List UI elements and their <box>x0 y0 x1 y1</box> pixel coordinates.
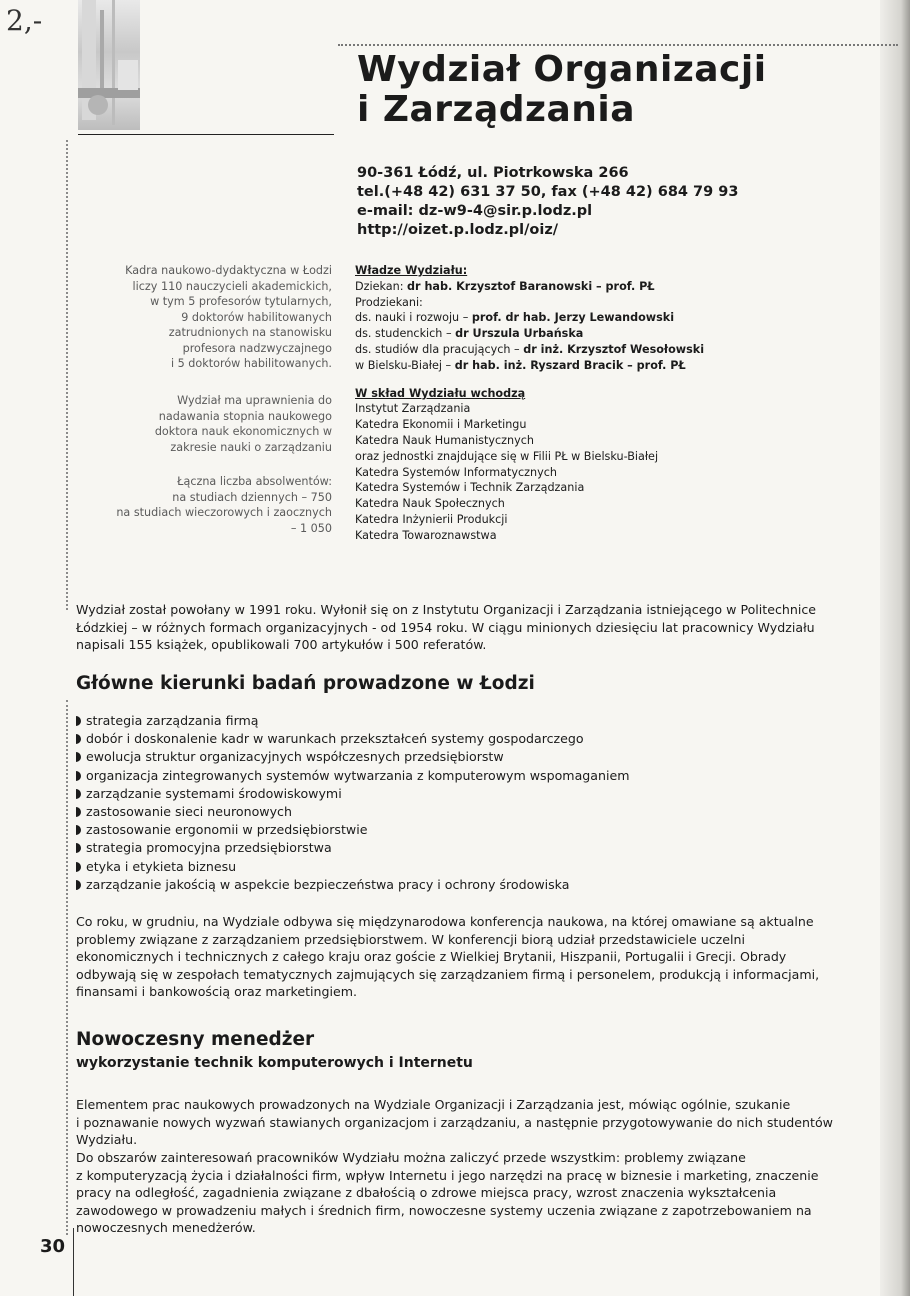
list-item: zastosowanie sieci neuronowych <box>76 803 630 821</box>
unit-item: Katedra Inżynierii Produkcji <box>355 512 508 526</box>
unit-item: Instytut Zarządzania <box>355 402 471 416</box>
dotted-margin-lower <box>66 700 68 1235</box>
header-photo <box>78 0 140 130</box>
list-item: zastosowanie ergonomii w przedsiębiorstwie <box>76 821 630 839</box>
vice-dean-row: ds. nauki i rozwoju – prof. dr hab. Jerzy Lewandowski <box>355 311 675 325</box>
bullet-icon <box>76 752 81 762</box>
unit-item: Katedra Ekonomii i Marketingu <box>355 418 527 432</box>
authorities-heading: Władze Wydziału: <box>355 264 468 277</box>
modern-manager-heading: Nowoczesny menedżer <box>76 1029 315 1050</box>
dean-row: Dziekan: dr hab. Krzysztof Baranowski – prof. PŁ <box>355 279 655 293</box>
unit-item: oraz jednostki znajdujące się w Filii PŁ w Bielsku-Białej <box>355 449 659 463</box>
page-number: 30 <box>40 1236 66 1257</box>
contact-block <box>357 164 738 240</box>
handwritten-corner-mark: 2,- <box>6 4 43 37</box>
unit-item: Katedra Systemów Informatycznych <box>355 465 557 479</box>
list-item: strategia promocyjna przedsiębiorstwa <box>76 839 630 857</box>
bullet-icon <box>76 716 81 726</box>
unit-item: Katedra Towaroznawstwa <box>355 528 497 542</box>
vice-dean-row: ds. studiów dla pracujących – dr inż. Krzysztof Wesołowski <box>355 342 705 356</box>
list-item: organizacja zintegrowanych systemów wytwarzania z komputerowym wspomaganiem <box>76 767 630 785</box>
research-heading: Główne kierunki badań prowadzone w Łodzi <box>76 673 535 694</box>
modern-manager-paragraph-1: Elementem prac naukowych prowadzonych na Wydziale Organizacji i Zarządzania jest, mówiąc ogólnie, szukanie i poznawanie nowych wyzwań stawianych organizacjom i zarządzaniu, a następnie przygotowywanie do nich studentów Wydziału. <box>76 1097 833 1148</box>
bullet-icon <box>76 843 81 853</box>
bullet-icon <box>76 789 81 799</box>
bullet-icon <box>76 880 81 890</box>
list-item: etyka i etykieta biznesu <box>76 858 630 876</box>
sidebar-staff: Kadra naukowo-dydaktyczna w Łodzi liczy 110 nauczycieli akademickich, w tym 5 profesorów tytularnych, 9 doktorów habilitowanych zatrudnionych na stanowisku profesora nadzwyczajnego i 5 doktorów habilitowanych. <box>125 264 332 370</box>
intro-paragraph: Wydział został powołany w 1991 roku. Wyłonił się on z Instytutu Organizacji i Zarządzania istniejącego w Politechnice Łódzkiej – w różnych formach organizacyjnych - od 1954 roku. W ciągu minionych dziesięciu lat pracownicy Wydziału napisali 155 książek, opublikowali 700 artykułów i 500 referatów. <box>76 602 817 653</box>
dotted-margin-upper <box>66 140 68 610</box>
authorities-and-units <box>355 263 815 544</box>
unit-item: Katedra Nauk Społecznych <box>355 497 505 511</box>
vice-dean-row: ds. studenckich – dr Urszula Urbańska <box>355 327 584 341</box>
page-title: Wydział Organizacji i Zarządzania <box>357 49 767 130</box>
list-item: dobór i doskonalenie kadr w warunkach przekształceń systemy gospodarczego <box>76 730 630 748</box>
bullet-icon <box>76 734 81 744</box>
page-number-rule <box>73 1228 74 1296</box>
list-item: ewolucja struktur organizacyjnych współczesnych przedsiębiorstw <box>76 748 630 766</box>
vice-dean-row: w Bielsku-Białej – dr hab. inż. Ryszard Bracik – prof. PŁ <box>355 358 686 372</box>
unit-item: Katedra Nauk Humanistycznych <box>355 433 534 447</box>
bullet-icon <box>76 771 81 781</box>
units-heading: W skład Wydziału wchodzą <box>355 386 526 400</box>
address: 90-361 Łódź, ul. Piotrkowska 266 <box>357 165 629 181</box>
bullet-icon <box>76 862 81 872</box>
sidebar-rights: Wydział ma uprawnienia do nadawania stopnia naukowego doktora nauk ekonomicznych w zakresie nauki o zarządzaniu <box>154 394 332 454</box>
list-item: zarządzanie jakością w aspekcie bezpieczeństwa pracy i ochrony środowiska <box>76 876 630 894</box>
email: e-mail: dz-w9-4@sir.p.lodz.pl <box>357 203 593 219</box>
modern-manager-paragraph-2: Do obszarów zainteresowań pracowników Wydziału można zaliczyć przede wszystkim: problemy związane z komputeryzacją życia i działalności firm, wpływ Internetu i jego narzędzi na pracę w biznesie i marketing, znaczenie pracy na odległość, zagadnienia związane z dbałością o zdrowe miejsca pracy, wzrost znaczenia wykształcenia zawodowego w prowadzeniu małych i średnich firm, nowoczesne systemy uczenia związane z zapotrzebowaniem na nowoczesnych menedżerów. <box>76 1150 819 1236</box>
research-list <box>76 712 630 894</box>
vice-deans-label: Prodziekani: <box>355 295 423 309</box>
scan-edge-shadow <box>880 0 910 1296</box>
bullet-icon <box>76 807 81 817</box>
conference-paragraph: Co roku, w grudniu, na Wydziale odbywa się międzynarodowa konferencja naukowa, na której omawiane są aktualne problemy związane z zarządzaniem przedsiębiorstwem. W konferencji biorą udział przedstawiciele uczelni ekonomicznych i technicznych z całego kraju oraz goście z Wielkiej Brytanii, Hiszpanii, Portugalii i Grecji. Obrady odbywają się w zespołach tematycznych zajmujących się zarządzaniem firmą i personelem, produkcją i informacjami, finansami i bankowością oraz marketingiem. <box>76 914 820 1000</box>
sidebar-graduates: Łączna liczba absolwentów: na studiach dziennych – 750 na studiach wieczorowych i zaocznych – 1 050 <box>116 475 332 535</box>
modern-manager-subheading: wykorzystanie technik komputerowych i Internetu <box>76 1055 473 1071</box>
list-item: strategia zarządzania firmą <box>76 712 630 730</box>
unit-item: Katedra Systemów i Technik Zarządzania <box>355 481 585 495</box>
bullet-icon <box>76 825 81 835</box>
website-link[interactable]: http://oizet.p.lodz.pl/oiz/ <box>357 222 559 238</box>
phone-fax: tel.(+48 42) 631 37 50, fax (+48 42) 684 79 93 <box>357 184 739 200</box>
header-rule <box>78 134 334 135</box>
list-item: zarządzanie systemami środowiskowymi <box>76 785 630 803</box>
header-dotted-rule <box>338 44 898 46</box>
